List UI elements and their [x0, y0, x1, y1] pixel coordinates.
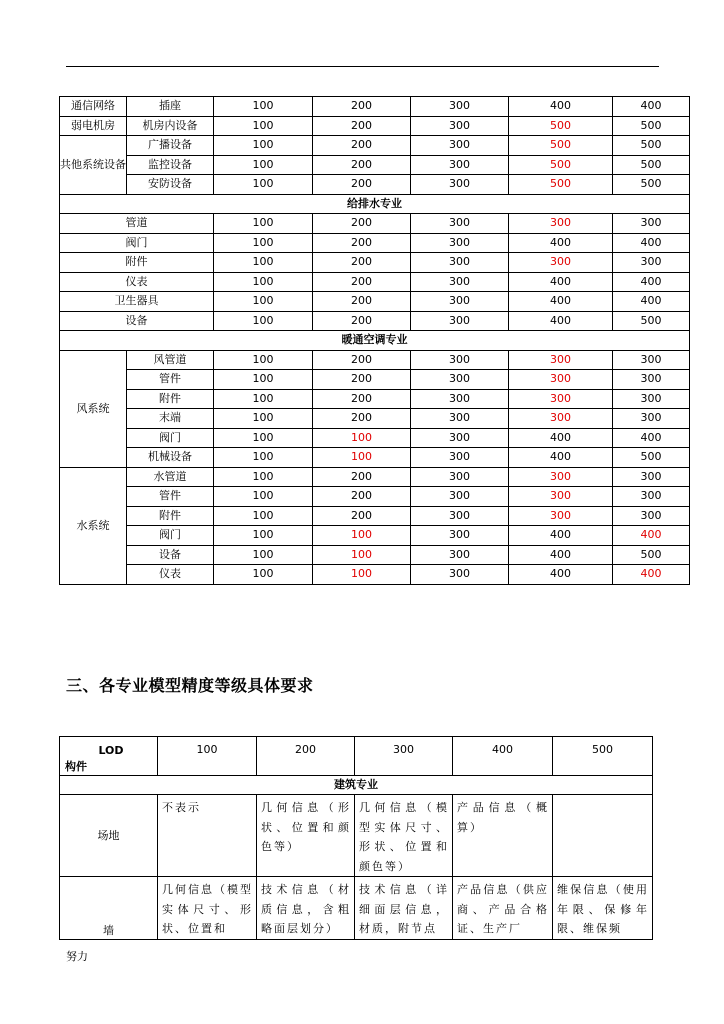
value-cell: 100 — [214, 214, 313, 234]
value-cell: 100 — [214, 389, 313, 409]
lod-level-table — [59, 96, 690, 585]
table-row — [60, 155, 690, 175]
value-cell: 300 — [509, 370, 613, 390]
item-label: 阀门 — [127, 428, 214, 448]
value-cell: 500 — [613, 116, 690, 136]
value-cell: 400 — [509, 428, 613, 448]
value-cell: 100 — [214, 487, 313, 507]
value-cell: 300 — [411, 565, 509, 585]
item-label: 广播设备 — [127, 136, 214, 156]
value-cell: 300 — [411, 487, 509, 507]
value-cell: 100 — [214, 311, 313, 331]
component-label: 构件 — [65, 760, 87, 773]
value-cell: 400 — [613, 97, 690, 117]
table-row — [60, 506, 690, 526]
table-row — [60, 233, 690, 253]
item-label: 阀门 — [60, 233, 214, 253]
value-cell: 300 — [613, 214, 690, 234]
item-label: 机械设备 — [127, 448, 214, 468]
value-cell: 300 — [411, 214, 509, 234]
value-cell: 300 — [411, 506, 509, 526]
value-cell: 200 — [313, 272, 411, 292]
value-cell: 400 — [509, 565, 613, 585]
item-label: 插座 — [127, 97, 214, 117]
lod-header-cell — [60, 737, 158, 776]
item-label: 风管道 — [127, 350, 214, 370]
table-row — [60, 116, 690, 136]
value-cell: 300 — [411, 292, 509, 312]
value-cell: 200 — [313, 292, 411, 312]
requirement-cell: 产品信息（概算） — [453, 795, 553, 877]
value-cell: 300 — [411, 350, 509, 370]
value-cell: 300 — [411, 370, 509, 390]
item-label: 仪表 — [127, 565, 214, 585]
group-label: 通信网络 — [60, 97, 127, 117]
value-cell: 400 — [613, 292, 690, 312]
value-cell: 300 — [613, 409, 690, 429]
value-cell: 200 — [313, 350, 411, 370]
component-label: 墙 — [60, 877, 158, 940]
item-label: 附件 — [127, 506, 214, 526]
value-cell: 200 — [313, 116, 411, 136]
value-cell: 100 — [313, 565, 411, 585]
value-cell: 300 — [411, 389, 509, 409]
value-cell: 300 — [613, 350, 690, 370]
value-cell: 500 — [509, 155, 613, 175]
table-row — [60, 175, 690, 195]
value-cell: 300 — [509, 389, 613, 409]
item-label: 仪表 — [60, 272, 214, 292]
component-label: 场地 — [60, 795, 158, 877]
table-row — [60, 877, 653, 940]
value-cell: 300 — [411, 155, 509, 175]
value-cell: 100 — [214, 350, 313, 370]
requirement-cell: 不表示 — [158, 795, 257, 877]
value-cell: 400 — [509, 448, 613, 468]
value-cell: 200 — [313, 409, 411, 429]
header-rule — [66, 66, 659, 67]
item-label: 阀门 — [127, 526, 214, 546]
group-label: 弱电机房 — [60, 116, 127, 136]
table-row — [60, 311, 690, 331]
value-cell: 300 — [509, 467, 613, 487]
value-cell: 300 — [509, 409, 613, 429]
item-label: 机房内设备 — [127, 116, 214, 136]
value-cell: 300 — [411, 311, 509, 331]
group-label: 风系统 — [60, 350, 127, 467]
item-label: 安防设备 — [127, 175, 214, 195]
header-row — [60, 737, 653, 776]
table-row — [60, 253, 690, 273]
value-cell: 300 — [411, 253, 509, 273]
value-cell: 300 — [613, 253, 690, 273]
value-cell: 500 — [613, 448, 690, 468]
value-cell: 400 — [509, 311, 613, 331]
lod-requirement-table — [59, 736, 653, 940]
value-cell: 400 — [613, 272, 690, 292]
value-cell: 200 — [313, 389, 411, 409]
value-cell: 300 — [411, 97, 509, 117]
lod-level-header: 200 — [257, 737, 355, 776]
value-cell: 100 — [214, 175, 313, 195]
value-cell: 100 — [214, 428, 313, 448]
value-cell: 500 — [613, 545, 690, 565]
requirement-cell — [553, 795, 653, 877]
table-row — [60, 350, 690, 370]
value-cell: 300 — [509, 253, 613, 273]
value-cell: 100 — [313, 545, 411, 565]
section-header: 暖通空调专业 — [60, 331, 690, 351]
value-cell: 100 — [214, 253, 313, 273]
section-title: 三、各专业模型精度等级具体要求 — [66, 676, 314, 695]
value-cell: 100 — [214, 136, 313, 156]
table-row — [60, 292, 690, 312]
value-cell: 300 — [411, 526, 509, 546]
value-cell: 500 — [613, 175, 690, 195]
table-row — [60, 97, 690, 117]
value-cell: 100 — [214, 97, 313, 117]
table-row — [60, 487, 690, 507]
requirement-cell: 几何信息（模型实体尺寸、形状、位置和 — [158, 877, 257, 940]
value-cell: 100 — [214, 155, 313, 175]
section-header: 给排水专业 — [60, 194, 690, 214]
value-cell: 100 — [313, 448, 411, 468]
value-cell: 100 — [214, 272, 313, 292]
value-cell: 500 — [613, 155, 690, 175]
table-row — [60, 428, 690, 448]
value-cell: 500 — [509, 116, 613, 136]
value-cell: 100 — [214, 233, 313, 253]
section-row — [60, 776, 653, 795]
value-cell: 400 — [509, 233, 613, 253]
value-cell: 100 — [214, 526, 313, 546]
item-label: 管件 — [127, 370, 214, 390]
item-label: 水管道 — [127, 467, 214, 487]
value-cell: 300 — [509, 350, 613, 370]
value-cell: 300 — [411, 409, 509, 429]
item-label: 设备 — [127, 545, 214, 565]
item-label: 末端 — [127, 409, 214, 429]
value-cell: 300 — [613, 389, 690, 409]
value-cell: 200 — [313, 370, 411, 390]
value-cell: 100 — [313, 428, 411, 448]
value-cell: 300 — [613, 506, 690, 526]
value-cell: 300 — [411, 175, 509, 195]
footer-text: 努力 — [66, 950, 88, 963]
lod-level-header: 100 — [158, 737, 257, 776]
value-cell: 100 — [214, 116, 313, 136]
table-row — [60, 214, 690, 234]
value-cell: 200 — [313, 253, 411, 273]
value-cell: 300 — [411, 233, 509, 253]
value-cell: 400 — [613, 233, 690, 253]
table-row — [60, 526, 690, 546]
value-cell: 300 — [411, 448, 509, 468]
value-cell: 500 — [509, 136, 613, 156]
value-cell: 200 — [313, 311, 411, 331]
section-row — [60, 331, 690, 351]
item-label: 设备 — [60, 311, 214, 331]
item-label: 管道 — [60, 214, 214, 234]
value-cell: 400 — [509, 526, 613, 546]
value-cell: 100 — [214, 467, 313, 487]
item-label: 管件 — [127, 487, 214, 507]
value-cell: 200 — [313, 467, 411, 487]
value-cell: 300 — [411, 272, 509, 292]
value-cell: 300 — [411, 428, 509, 448]
requirement-cell: 技术信息（材质信息，含粗略面层划分） — [257, 877, 355, 940]
table-row — [60, 795, 653, 877]
item-label: 附件 — [127, 389, 214, 409]
lod-label: LOD — [98, 744, 124, 757]
value-cell: 200 — [313, 155, 411, 175]
value-cell: 300 — [613, 487, 690, 507]
value-cell: 100 — [214, 370, 313, 390]
value-cell: 100 — [214, 409, 313, 429]
value-cell: 500 — [613, 136, 690, 156]
value-cell: 300 — [411, 116, 509, 136]
value-cell: 500 — [509, 175, 613, 195]
section-row — [60, 194, 690, 214]
value-cell: 400 — [613, 428, 690, 448]
lod-level-header: 300 — [355, 737, 453, 776]
value-cell: 200 — [313, 506, 411, 526]
item-label: 卫生器具 — [60, 292, 214, 312]
value-cell: 200 — [313, 233, 411, 253]
value-cell: 100 — [214, 292, 313, 312]
value-cell: 300 — [509, 506, 613, 526]
value-cell: 300 — [613, 370, 690, 390]
value-cell: 300 — [411, 545, 509, 565]
lod-level-header: 500 — [553, 737, 653, 776]
table-row — [60, 467, 690, 487]
value-cell: 200 — [313, 136, 411, 156]
value-cell: 100 — [313, 526, 411, 546]
table-row — [60, 545, 690, 565]
item-label: 附件 — [60, 253, 214, 273]
value-cell: 300 — [411, 136, 509, 156]
value-cell: 200 — [313, 214, 411, 234]
section-header: 建筑专业 — [60, 776, 653, 795]
value-cell: 300 — [509, 487, 613, 507]
requirement-cell: 几何信息（形状、位置和颜色等） — [257, 795, 355, 877]
table-row — [60, 272, 690, 292]
value-cell: 400 — [509, 97, 613, 117]
value-cell: 500 — [613, 311, 690, 331]
value-cell: 400 — [613, 526, 690, 546]
value-cell: 400 — [509, 545, 613, 565]
value-cell: 400 — [613, 565, 690, 585]
value-cell: 100 — [214, 545, 313, 565]
value-cell: 300 — [411, 467, 509, 487]
value-cell: 100 — [214, 506, 313, 526]
value-cell: 100 — [214, 565, 313, 585]
requirement-cell: 维保信息（使用年限、保修年限、维保频 — [553, 877, 653, 940]
value-cell: 100 — [214, 448, 313, 468]
value-cell: 300 — [509, 214, 613, 234]
value-cell: 400 — [509, 292, 613, 312]
group-label: 水系统 — [60, 467, 127, 584]
value-cell: 400 — [509, 272, 613, 292]
requirement-cell: 技术信息（详细面层信息，材质，附节点 — [355, 877, 453, 940]
table-row — [60, 389, 690, 409]
value-cell: 200 — [313, 175, 411, 195]
group-label: 共他系统设备 — [60, 136, 127, 195]
requirement-cell: 产品信息（供应商、产品合格证、生产厂 — [453, 877, 553, 940]
table-row — [60, 448, 690, 468]
table-row — [60, 565, 690, 585]
table-row — [60, 136, 690, 156]
table-row — [60, 370, 690, 390]
lod-level-header: 400 — [453, 737, 553, 776]
requirement-cell: 几何信息（模型实体尺寸、形状、位置和颜色等） — [355, 795, 453, 877]
table-row — [60, 409, 690, 429]
value-cell: 200 — [313, 487, 411, 507]
value-cell: 300 — [613, 467, 690, 487]
item-label: 监控设备 — [127, 155, 214, 175]
value-cell: 200 — [313, 97, 411, 117]
